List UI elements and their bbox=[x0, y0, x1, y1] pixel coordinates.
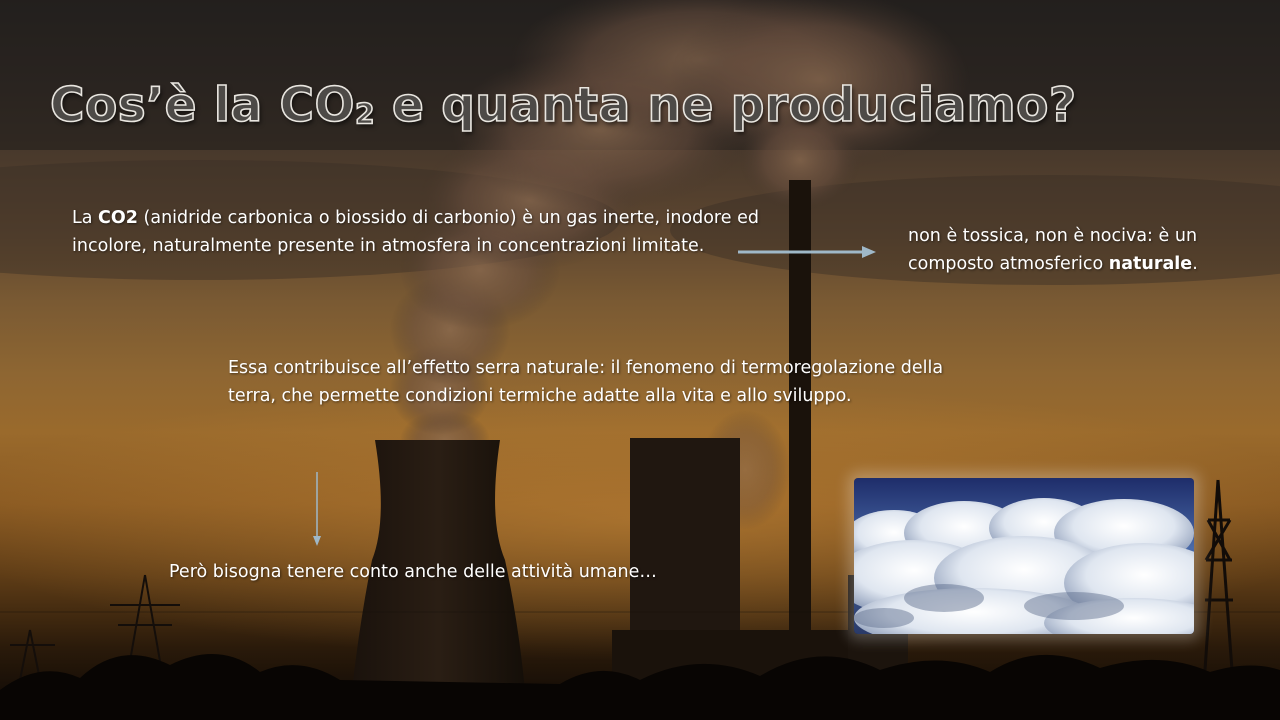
human-activities-text: Però bisogna tenere conto anche delle attività umane… bbox=[169, 562, 657, 582]
clouds-photo bbox=[854, 478, 1194, 634]
co2-definition-text: La CO2 (anidride carbonica o biossido di carbonio) è un gas inerte, inodore ed incolore, naturalmente presente in atmosfera in concentrazioni limitate. bbox=[72, 208, 759, 256]
co2-bold: CO2 bbox=[98, 208, 138, 228]
not-toxic-text: non è tossica, non è nociva: è un composto atmosferico naturale. bbox=[908, 226, 1198, 274]
slide-title: Cos’è la CO2 e quanta ne produciamo? bbox=[50, 78, 1077, 133]
arrow-right-icon bbox=[738, 245, 878, 259]
arrow-down-icon bbox=[310, 472, 324, 548]
naturale-bold: naturale bbox=[1108, 254, 1193, 274]
greenhouse-effect-text: Essa contribuisce all’effetto serra naturale: il fenomeno di termoregolazione della terra, che permette condizioni termiche adatte alla vita e allo sviluppo. bbox=[228, 358, 944, 406]
